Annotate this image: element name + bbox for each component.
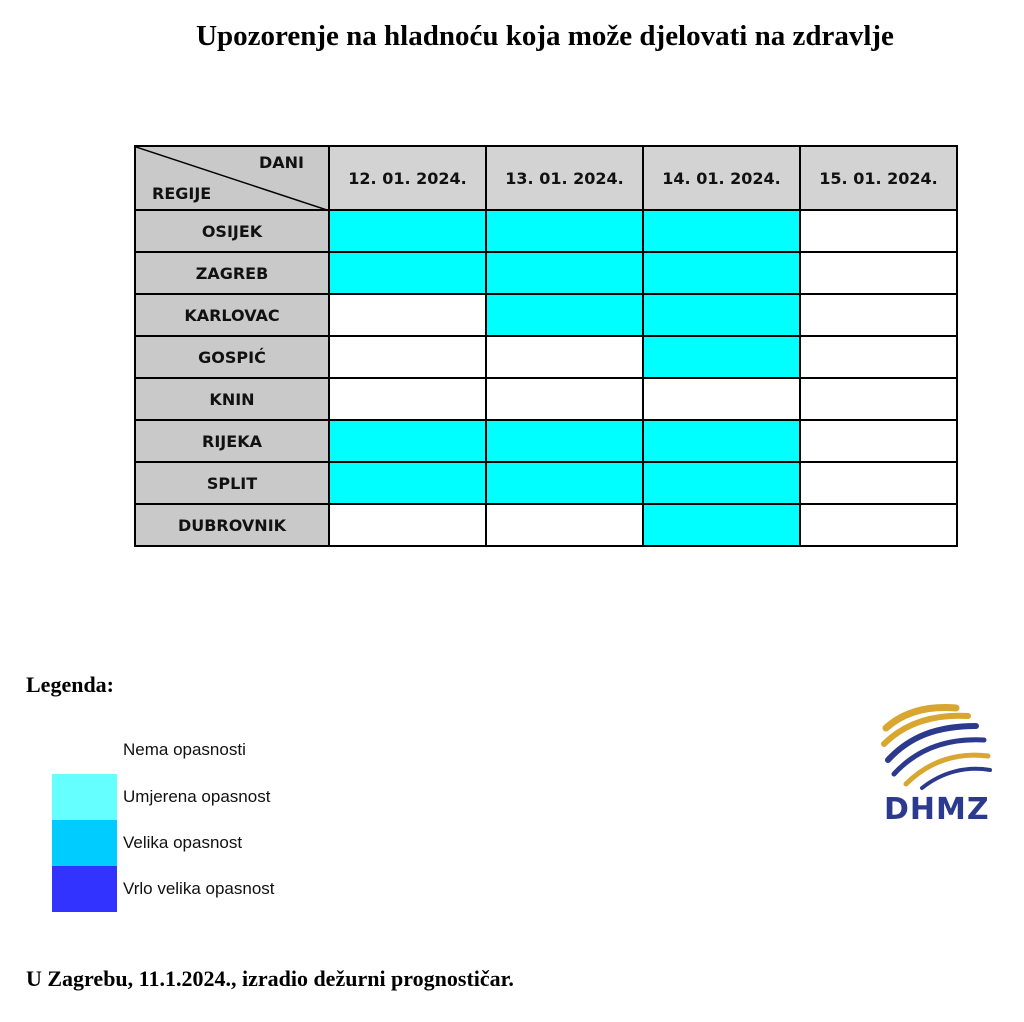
warning-level-cell: [643, 378, 800, 420]
legend-swatch-moderate: [52, 774, 117, 820]
region-name-cell: KARLOVAC: [135, 294, 329, 336]
footer-note: U Zagrebu, 11.1.2024., izradio dežurni prognostičar.: [26, 966, 514, 991]
table-row: [135, 504, 957, 546]
warning-level-cell: [486, 252, 643, 294]
legend-label-very-high: Vrlo velika opasnost: [123, 879, 275, 898]
legend-label-moderate: Umjerena opasnost: [123, 787, 271, 806]
warning-level-cell: [486, 294, 643, 336]
warning-level-cell: [329, 420, 486, 462]
warning-level-cell: [486, 462, 643, 504]
table-row: [135, 462, 957, 504]
table-row: [135, 336, 957, 378]
warning-level-cell: [329, 252, 486, 294]
warning-level-cell: [486, 504, 643, 546]
warning-level-cell: [643, 336, 800, 378]
legend-label-high: Velika opasnost: [123, 833, 243, 852]
table-row: [135, 378, 957, 420]
date-header: 12. 01. 2024.: [329, 146, 486, 210]
warning-level-cell: [800, 378, 957, 420]
warning-level-cell: [800, 420, 957, 462]
table-row: [135, 252, 957, 294]
table-corner-header: [135, 146, 329, 210]
page-title: Upozorenje na hladnoću koja može djelovati na zdravlje: [196, 20, 894, 52]
region-name-cell: OSIJEK: [135, 210, 329, 252]
region-name-cell: DUBROVNIK: [135, 504, 329, 546]
date-header: 15. 01. 2024.: [800, 146, 957, 210]
date-header: 14. 01. 2024.: [643, 146, 800, 210]
warning-level-cell: [800, 462, 957, 504]
region-name-cell: SPLIT: [135, 462, 329, 504]
warning-level-cell: [486, 210, 643, 252]
legend-swatch-none: [52, 728, 117, 774]
warning-level-cell: [643, 210, 800, 252]
warning-level-cell: [643, 504, 800, 546]
warning-level-cell: [800, 294, 957, 336]
table-row: [135, 420, 957, 462]
warning-level-cell: [329, 378, 486, 420]
table-body: [135, 210, 957, 546]
region-name-cell: ZAGREB: [135, 252, 329, 294]
region-name-cell: GOSPIĆ: [135, 336, 329, 378]
table-row: [135, 294, 957, 336]
region-name-cell: KNIN: [135, 378, 329, 420]
warning-level-cell: [643, 294, 800, 336]
warning-level-cell: [329, 504, 486, 546]
warning-level-cell: [800, 336, 957, 378]
warning-level-cell: [643, 252, 800, 294]
warning-level-cell: [800, 504, 957, 546]
warning-level-cell: [486, 420, 643, 462]
warning-level-cell: [329, 336, 486, 378]
regions-header-label: REGIJE: [152, 184, 212, 203]
legend-label-none: Nema opasnosti: [123, 740, 246, 759]
warning-level-cell: [329, 210, 486, 252]
date-header: 13. 01. 2024.: [486, 146, 643, 210]
warning-level-cell: [800, 252, 957, 294]
table-row: [135, 210, 957, 252]
warning-level-cell: [800, 210, 957, 252]
dhmz-logo-text: DHMZ: [884, 792, 990, 827]
legend-title: Legenda:: [26, 672, 114, 697]
warning-level-cell: [486, 378, 643, 420]
legend-swatch-very-high: [52, 866, 117, 912]
region-name-cell: RIJEKA: [135, 420, 329, 462]
warning-level-cell: [329, 294, 486, 336]
warning-level-cell: [643, 462, 800, 504]
warning-level-cell: [643, 420, 800, 462]
warning-level-cell: [329, 462, 486, 504]
warning-level-cell: [486, 336, 643, 378]
dhmz-logo-swirl-icon: [876, 700, 996, 792]
legend-swatch-high: [52, 820, 117, 866]
table-header-row: [135, 146, 957, 210]
dhmz-logo: [876, 700, 996, 830]
warning-table: [134, 145, 958, 547]
days-header-label: DANI: [258, 153, 304, 172]
